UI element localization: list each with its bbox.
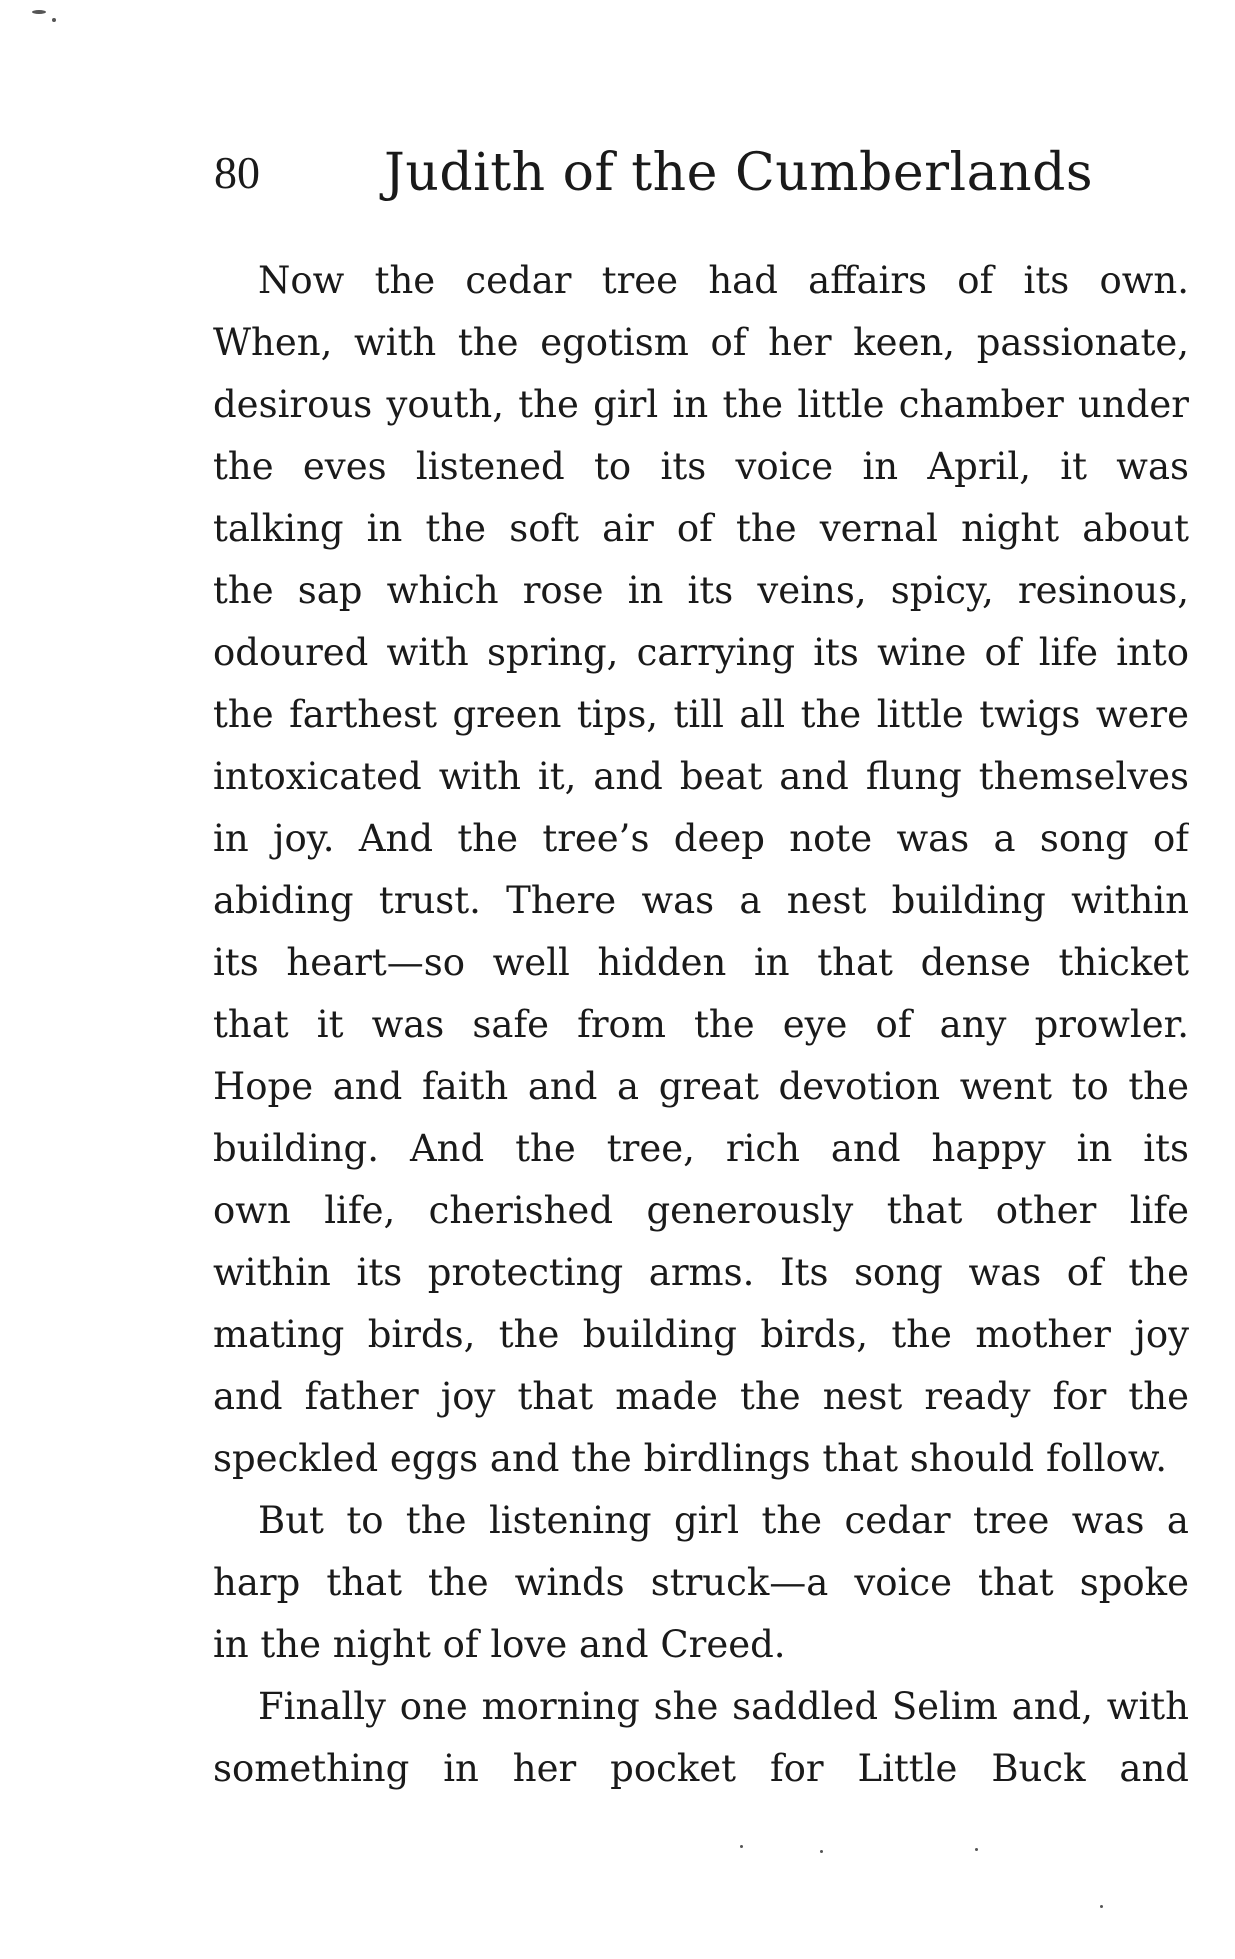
- text-line: talking in the soft air of the vernal night about: [213, 507, 1189, 550]
- text-line: its heart—so well hidden in that dense thicket: [213, 941, 1189, 984]
- text-line: intoxicated with it, and beat and flung themselves: [213, 755, 1189, 798]
- paragraph: [213, 250, 1189, 1490]
- text-line: abiding trust. There was a nest building within: [213, 879, 1189, 922]
- scan-speck: [975, 1848, 978, 1851]
- text-line: odoured with spring, carrying its wine of life into: [213, 631, 1189, 674]
- text-line: own life, cherished generously that other life: [213, 1189, 1189, 1232]
- text-line: that it was safe from the eye of any prowler.: [213, 1003, 1189, 1046]
- text-line: Hope and faith and a great devotion went to the: [213, 1065, 1189, 1108]
- body-text: [213, 250, 1189, 1800]
- scan-speck: [32, 10, 46, 14]
- page-number: 80: [214, 147, 260, 198]
- text-line: harp that the winds struck—a voice that spoke: [213, 1561, 1189, 1604]
- text-line: the eves listened to its voice in April, it was: [213, 445, 1189, 488]
- text-line: in the night of love and Creed.: [213, 1623, 786, 1666]
- paragraph: [213, 1676, 1189, 1800]
- text-line: building. And the tree, rich and happy in its: [213, 1127, 1189, 1170]
- scan-speck: [52, 18, 56, 22]
- text-line: the farthest green tips, till all the little twigs were: [213, 693, 1189, 736]
- text-line: in joy. And the tree’s deep note was a song of: [213, 817, 1189, 860]
- text-line: and father joy that made the nest ready for the: [213, 1375, 1189, 1418]
- paragraph: [213, 1490, 1189, 1676]
- running-title: Judith of the Cumberlands: [384, 143, 1094, 203]
- page-header: [214, 138, 1175, 208]
- text-line: desirous youth, the girl in the little chamber under: [213, 383, 1189, 426]
- text-line: mating birds, the building birds, the mother joy: [213, 1313, 1189, 1356]
- text-line: the sap which rose in its veins, spicy, resinous,: [213, 569, 1189, 612]
- text-line: But to the listening girl the cedar tree was a: [258, 1499, 1189, 1542]
- text-line: Now the cedar tree had affairs of its own.: [258, 259, 1189, 302]
- scan-speck: [820, 1850, 823, 1853]
- text-line: When, with the egotism of her keen, passionate,: [213, 321, 1189, 364]
- text-line: Finally one morning she saddled Selim and, with: [258, 1685, 1189, 1728]
- text-line: something in her pocket for Little Buck and: [213, 1747, 1189, 1790]
- scan-speck: [740, 1845, 743, 1848]
- scan-speck: [1100, 1905, 1103, 1908]
- text-line: within its protecting arms. Its song was of the: [213, 1251, 1189, 1294]
- text-line: speckled eggs and the birdlings that should follow.: [213, 1437, 1167, 1480]
